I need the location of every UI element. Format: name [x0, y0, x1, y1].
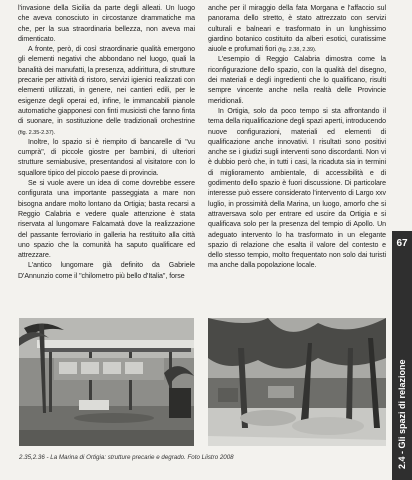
- figure-reference: (fig. 2.38, 2.39).: [278, 47, 317, 54]
- paragraph-text: A fronte, però, di così straordinarie qualità emergono gli elementi negativi che abbondano nel luogo, quali la banalità dei manufatti, la presenza, addirittura, di strutture precarie per attività di ristoro, servizi igienici realizzati con elementi utilizzati, in genere, nei cantieri edili, per le esigenze degli operai ed, infine, le immancabili pianole automatiche giapponesi con finti musicisti che fanno finta di suonare, in sostituzione delle tradizionali orchestrine: [18, 46, 195, 126]
- left-text-column: [18, 4, 195, 282]
- page-number: 67: [396, 238, 408, 249]
- figure-caption: 2.35,2.36 - La Marina di Ortigia: strutture precarie e degrado. Foto Liistro 2008: [19, 454, 234, 461]
- photo-marina-structures: [19, 318, 194, 446]
- paragraph: L'antico lungomare già definito da Gabriele D'Annunzio come il "chilometro più bello d'Italia", forse: [18, 262, 195, 280]
- photo-marina-degradation: [208, 318, 386, 446]
- paragraph: In Ortigia, solo da poco tempo si sta affrontando il tema della riqualificazione degli spazi aperti, introducendo nuove configurazioni, materiali ed elementi di qualificazione anche innovativi. I risultati sono positivi anche se i giudizi sugli interventi sono discordanti. Non vi è dubbio però che, in tutti i casi, la ricaduta sia in termini di miglioramento ambientale, di accessibilità e di godimento dello spazio è fuori discussione. Di particolare interesse può essere considerato l'intervento di Largo xxv luglio, in prossimità della Marina, un luogo, amorfo che si attraversava solo per entrare ed uscire da Ortigia e si qualificava solo per la presenza del tempio di Apollo. Un adeguato intervento lo ha trasformato in un elegante spazio di relazione che esalta il valore del contesto e dello stesso tempio, molto frequentato non solo dai turisti ma anche dalla popolazione locale.: [208, 107, 386, 270]
- paragraph: Inoltre, lo spazio si è riempito di bancarelle di "vu cumprà", di piccole giostre per bambini, di ulteriori strutture semiabusive, presentandosi al visitatore con lo squallore tipico del piccolo paese di provincia.: [18, 138, 195, 177]
- figure-reference: (fig. 2.35-2.37).: [18, 129, 56, 136]
- paragraph: [18, 45, 195, 138]
- paragraph-text: anche per il miraggio della fata Morgana e l'affaccio sul panorama dello stretto, è stato attrezzato con servizi culturali e balneari e trasformato in un lunghissimo giardino botanico costituito da alberi esotici, curatissime aiuole e profumati fiori: [208, 5, 386, 54]
- section-title: 2.4 - Gli spazi di relazione: [397, 359, 407, 469]
- photo-image: [19, 318, 194, 446]
- photo-image: [208, 318, 386, 446]
- paragraph: Se si vuole avere un idea di come dovrebbe essere configurata una importante passeggiata a mare non bisogna andare molto lontano da Ortigia; basta recarsi a Reggio Calabria e vedere quale attenzione è stata riservata al lungomare Falcamatà dove la realizzazione del passante ferroviario in galleria ha restituito alla città uno spazio che la comunità ha saputo qualificare ed attrezzare.: [18, 180, 195, 260]
- right-text-column: [208, 4, 386, 272]
- paragraph: l'invasione della Sicilia da parte degli alleati. Un luogo che aveva conosciuto in circostanze drammatiche ma che, per la sua straordinaria bellezza, non aveva mai dimenticato.: [18, 5, 195, 43]
- paragraph: L'esempio di Reggio Calabria dimostra come la riconfigurazione dello spazio, con la qualità del disegno, dei materiali e degli ingredienti che lo qualificano, risulti sempre vincente anche nella realtà delle Provincie meridionali.: [208, 56, 386, 105]
- paragraph: [208, 4, 386, 55]
